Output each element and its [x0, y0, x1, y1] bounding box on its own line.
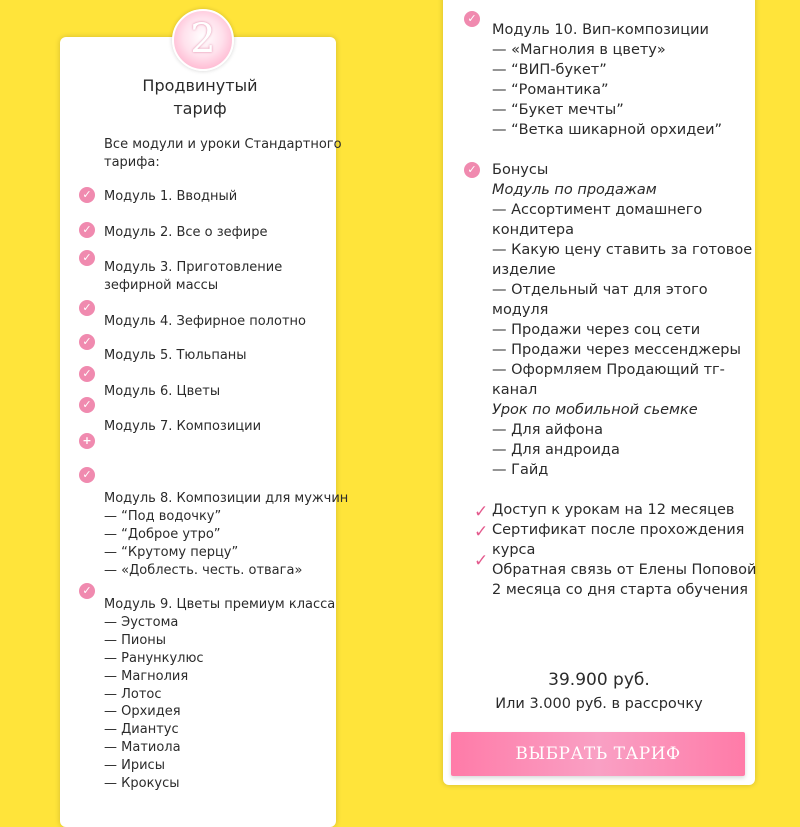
module-9-item: — Ранункулюс	[104, 651, 204, 666]
choose-tariff-button[interactable]: ВЫБРАТЬ ТАРИФ	[451, 732, 745, 776]
module-item-1: Модуль 1. Вводный	[104, 189, 238, 204]
check-circle-icon: ✓	[79, 467, 95, 483]
price: 39.900 руб.	[548, 670, 650, 690]
checkmark-icon: ✓	[474, 522, 489, 542]
module-item-3-line1: Модуль 3. Приготовление	[104, 260, 283, 275]
module-8-title: Модуль 8. Композиции для мужчин	[104, 491, 349, 506]
check-circle-icon: ✓	[79, 250, 95, 266]
module-8-item: — “Крутому перцу”	[104, 545, 239, 560]
module-item-5: Модуль 5. Тюльпаны	[104, 348, 247, 363]
sales-line: — Отдельный чат для этого	[492, 282, 708, 298]
bonuses-title: Бонусы	[492, 162, 549, 178]
module-9-title: Модуль 9. Цветы премиум класса	[104, 597, 336, 612]
installment-price: Или 3.000 руб. в рассрочку	[495, 696, 703, 712]
mobile-lesson-heading: Урок по мобильной сьемке	[492, 402, 698, 418]
module-9-item: — Пионы	[104, 633, 167, 648]
module-9-item: — Орхидея	[104, 704, 181, 719]
module-10-item: — “Букет мечты”	[492, 102, 624, 118]
check-circle-icon: ✓	[464, 162, 480, 178]
check-circle-icon: ✓	[79, 397, 95, 413]
module-item-4: Модуль 4. Зефирное полотно	[104, 314, 306, 329]
sales-line: — Продажи через мессенджеры	[492, 342, 741, 358]
module-item-3-line2: зефирной массы	[104, 278, 219, 293]
sales-module-heading: Модуль по продажам	[492, 182, 657, 198]
module-9-item: — Диантус	[104, 722, 179, 737]
module-item-6: Модуль 6. Цветы	[104, 384, 221, 399]
tariff-number-badge: 2	[172, 9, 234, 71]
check-circle-icon: ✓	[79, 300, 95, 316]
sales-line: модуля	[492, 302, 549, 318]
module-8-item: — “Доброе утро”	[104, 527, 221, 542]
module-9-item: — Лотос	[104, 687, 162, 702]
module-9-item: — Ирисы	[104, 758, 165, 773]
module-9-item: — Матиола	[104, 740, 181, 755]
module-9-item: — Эустома	[104, 615, 179, 630]
module-10-item: — “Ветка шикарной орхидеи”	[492, 122, 723, 138]
extra-feedback-line1: Обратная связь от Елены Поповой	[492, 562, 757, 578]
check-circle-icon: ✓	[79, 583, 95, 599]
checkmark-icon: ✓	[474, 551, 489, 571]
tariff-title-line2: тариф	[173, 99, 227, 118]
check-circle-icon: ✓	[79, 334, 95, 350]
extra-access: Доступ к урокам на 12 месяцев	[492, 502, 735, 518]
module-10-title: Модуль 10. Вип-композиции	[492, 22, 709, 38]
module-10-item: — “Романтика”	[492, 82, 609, 98]
intro-text-line2: тарифа:	[104, 155, 160, 170]
extra-feedback-line2: 2 месяца со дня старта обучения	[492, 582, 749, 598]
sales-line: кондитера	[492, 222, 575, 238]
extra-certificate-line2: курса	[492, 542, 536, 558]
module-item-2: Модуль 2. Все о зефире	[104, 225, 268, 240]
check-circle-icon: ✓	[79, 222, 95, 238]
module-8-item: — “Под водочку”	[104, 509, 222, 524]
module-9-item: — Крокусы	[104, 776, 180, 791]
plus-circle-icon: +	[79, 433, 95, 449]
sales-line: — Ассортимент домашнего	[492, 202, 703, 218]
module-10-item: — «Магнолия в цвету»	[492, 42, 666, 58]
module-9-item: — Магнолия	[104, 669, 189, 684]
mobile-line: — Для айфона	[492, 422, 603, 438]
checkmark-icon: ✓	[474, 502, 489, 522]
sales-line: изделие	[492, 262, 556, 278]
module-item-7: Модуль 7. Композиции	[104, 419, 262, 434]
check-circle-icon: ✓	[79, 187, 95, 203]
sales-line: канал	[492, 382, 538, 398]
module-10-item: — “ВИП-букет”	[492, 62, 607, 78]
intro-text-line1: Все модули и уроки Стандартного	[104, 137, 342, 152]
sales-line: — Оформляем Продающий тг-	[492, 362, 725, 378]
sales-line: — Какую цену ставить за готовое	[492, 242, 753, 258]
extra-certificate-line1: Сертификат после прохождения	[492, 522, 745, 538]
tariff-title-line1: Продвинутый	[142, 76, 258, 95]
check-circle-icon: ✓	[79, 366, 95, 382]
sales-line: — Продажи через соц сети	[492, 322, 701, 338]
mobile-line: — Гайд	[492, 462, 549, 478]
check-circle-icon: ✓	[464, 11, 480, 27]
mobile-line: — Для андроида	[492, 442, 620, 458]
module-8-item: — «Доблесть. честь. отвага»	[104, 563, 303, 578]
